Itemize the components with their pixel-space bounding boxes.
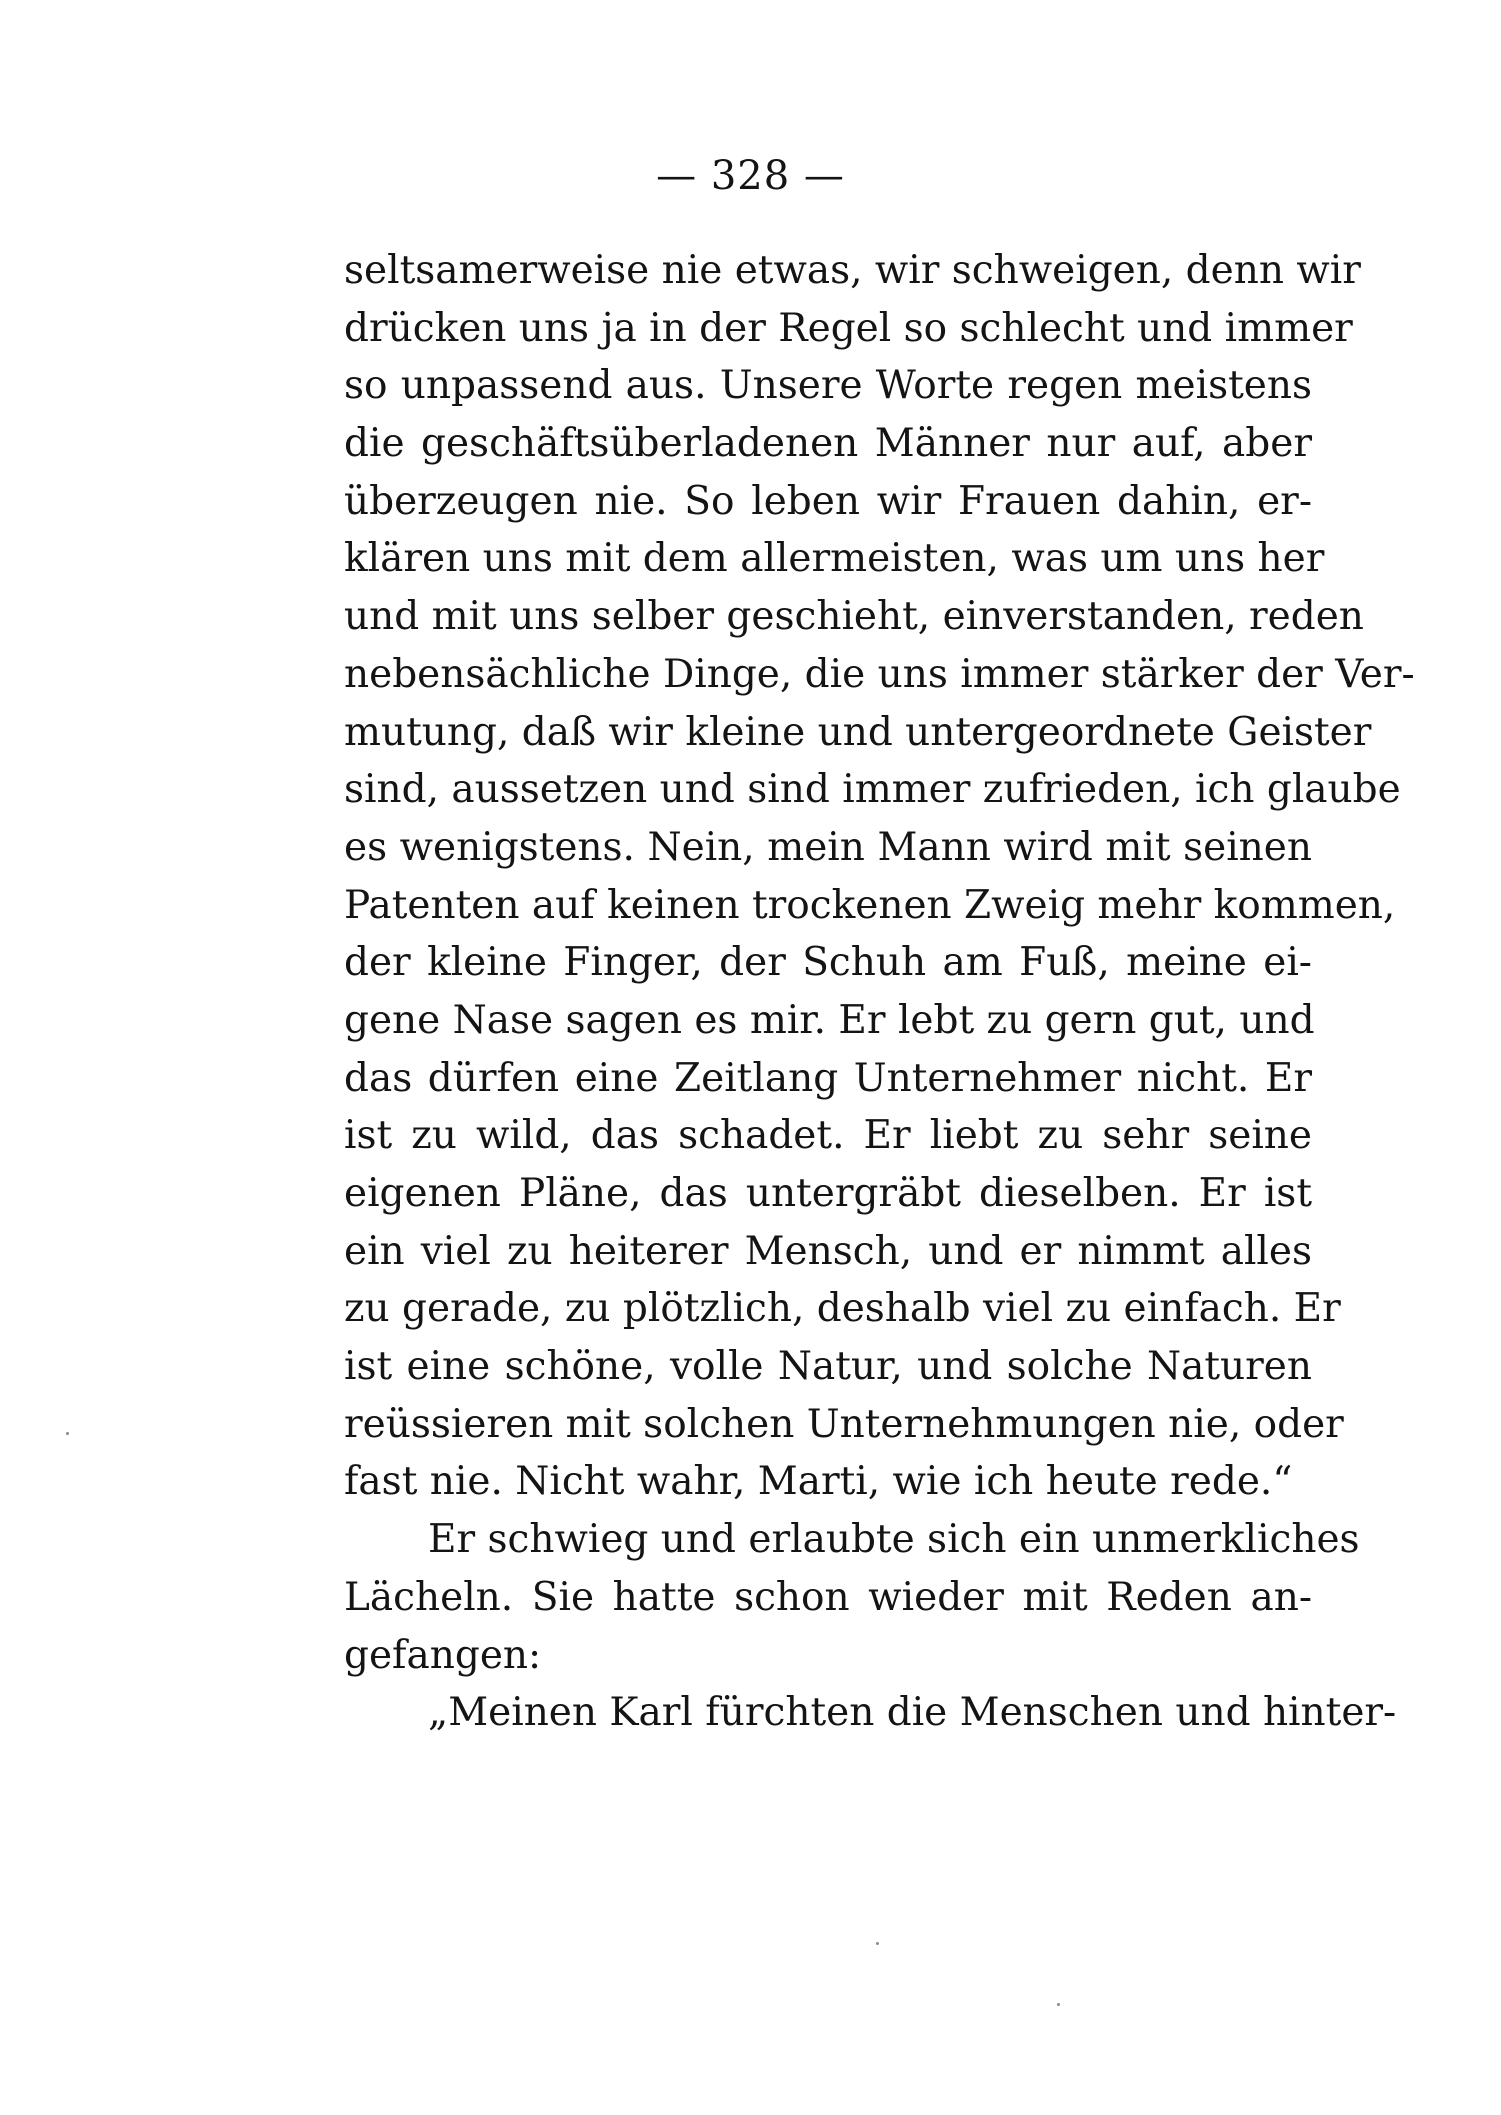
scan-speck [66,1432,69,1435]
paragraph [344,1511,1360,1684]
text-line: Patenten auf keinen trockenen Zweig mehr kommen, [344,882,1396,928]
text-line: das dürfen eine Zeitlang Unternehmer nicht. Er [344,1055,1312,1101]
text-line: klären uns mit dem allermeisten, was um uns her [344,536,1325,582]
text-line: reüssieren mit solchen Unternehmungen nie, oder [344,1401,1344,1447]
paragraph [344,242,1415,1511]
text-line: nebensächliche Dinge, die uns immer stärker der Ver- [344,651,1415,697]
text-line: drücken uns ja in der Regel so schlecht und immer [344,305,1353,351]
text-line: so unpassend aus. Unsere Worte regen meistens [344,363,1312,409]
text-line: die geschäftsüberladenen Männer nur auf, aber [344,421,1312,467]
scan-speck [876,1942,879,1945]
text-line: eigenen Pläne, das untergräbt dieselben. Er ist [344,1171,1312,1216]
text-line: überzeugen nie. So leben wir Frauen dahin, er- [344,478,1312,524]
text-line: gefangen: [344,1632,542,1678]
text-line: mutung, daß wir kleine und untergeordnete Geister [344,709,1372,755]
page-number: — 328 — [656,153,845,199]
text-line: und mit uns selber geschieht, einverstanden, reden [344,594,1364,640]
text-line: ein viel zu heiterer Mensch, und er nimmt alles [344,1228,1312,1274]
text-line: ist zu wild, das schadet. Er liebt zu sehr seine [344,1113,1312,1159]
text-line: es wenigstens. Nein, mein Mann wird mit seinen [344,824,1312,870]
text-line: sind, aussetzen und sind immer zufrieden, ich glaube [344,767,1401,813]
text-line: der kleine Finger, der Schuh am Fuß, meine ei- [344,940,1312,986]
scan-speck [1057,2003,1060,2006]
text-line: „Meinen Karl fürchten die Menschen und hinter- [428,1690,1397,1736]
text-line: zu gerade, zu plötzlich, deshalb viel zu einfach. Er [344,1286,1341,1332]
text-line: ist eine schöne, volle Natur, und solche Naturen [344,1344,1312,1390]
text-line: fast nie. Nicht wahr, Marti, wie ich heute rede.“ [344,1459,1293,1505]
text-line: Er schwieg und erlaubte sich ein unmerkliches [428,1517,1360,1563]
paragraph [344,1684,1397,1742]
text-line: Lächeln. Sie hatte schon wieder mit Reden an- [344,1574,1312,1620]
body-text [344,242,1415,1742]
text-line: gene Nase sagen es mir. Er lebt zu gern gut, und [344,997,1315,1043]
text-line: seltsamerweise nie etwas, wir schweigen, denn wir [344,248,1361,293]
